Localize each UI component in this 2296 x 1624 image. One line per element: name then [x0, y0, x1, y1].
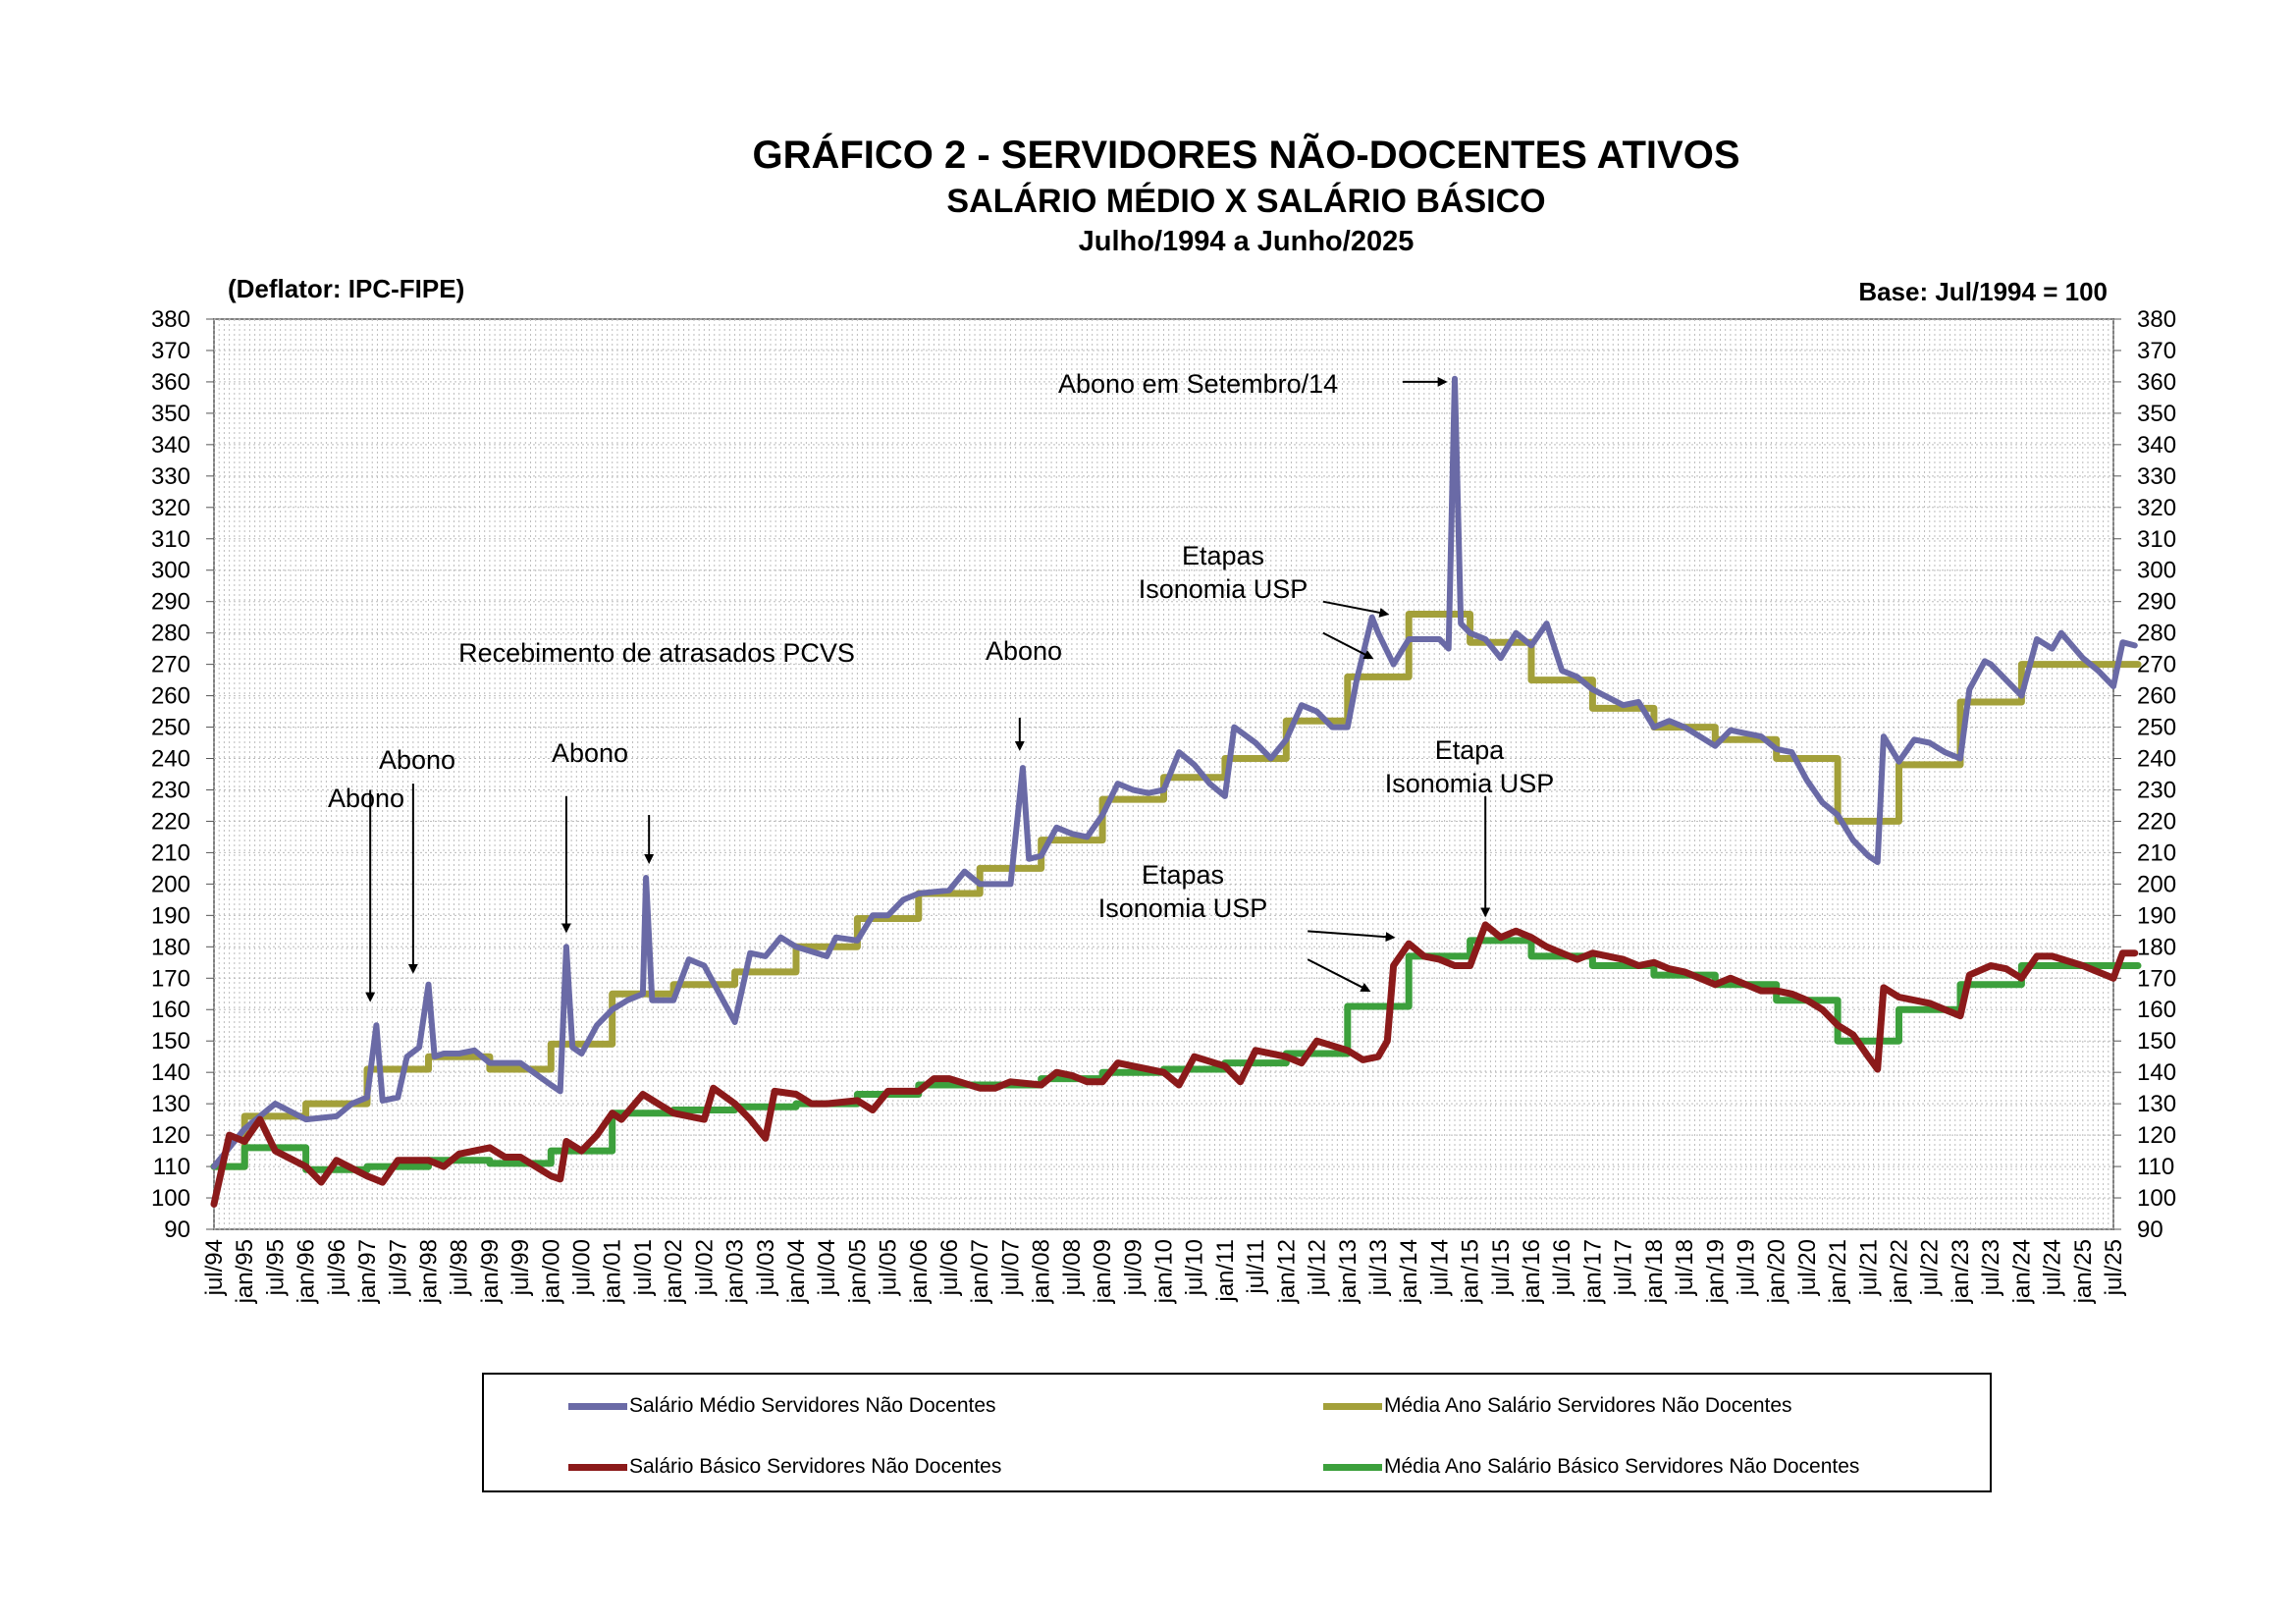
x-tick-label: jan/09	[1090, 1239, 1117, 1304]
annotation-label: Isonomia USP	[1097, 893, 1268, 923]
x-tick-label: jul/18	[1672, 1239, 1699, 1296]
y-tick-label-left: 130	[150, 1091, 190, 1118]
y-tick-label-left: 340	[150, 431, 190, 459]
x-tick-label: jan/04	[782, 1239, 810, 1304]
y-tick-label-left: 260	[150, 682, 190, 710]
y-tick-label-left: 290	[150, 588, 190, 616]
legend-swatch-media-ano-basico	[1323, 1464, 1382, 1471]
y-tick-label-right: 220	[2137, 808, 2177, 836]
x-tick-label: jan/07	[967, 1239, 994, 1304]
x-tick-label: jan/20	[1763, 1239, 1790, 1304]
legend-item-salario-basico	[568, 1455, 1001, 1479]
y-tick-label-left: 180	[150, 934, 190, 961]
legend-item-salario-medio	[568, 1394, 996, 1418]
y-tick-label-right: 250	[2137, 714, 2177, 741]
x-tick-label: jan/98	[415, 1239, 443, 1304]
x-tick-label: jul/16	[1549, 1239, 1576, 1296]
x-tick-label: jul/20	[1793, 1239, 1821, 1296]
x-tick-label: jul/03	[752, 1239, 779, 1296]
legend-swatch-media-ano-salario	[1323, 1403, 1382, 1410]
x-tick-label: jul/99	[507, 1239, 535, 1296]
x-tick-label: jul/09	[1120, 1239, 1148, 1296]
annotation-label: Abono	[985, 636, 1063, 666]
base-note: Base: Jul/1994 = 100	[1858, 277, 2108, 306]
y-tick-label-left: 320	[150, 494, 190, 521]
x-tick-label: jan/95	[232, 1239, 259, 1304]
x-tick-label: jan/11	[1211, 1239, 1239, 1302]
x-tick-label: jul/14	[1426, 1239, 1454, 1296]
y-tick-label-left: 250	[150, 714, 190, 741]
y-tick-label-right: 130	[2137, 1091, 2177, 1118]
x-tick-label: jul/25	[2101, 1239, 2127, 1296]
y-tick-label-right: 200	[2137, 871, 2177, 898]
y-tick-label-right: 260	[2137, 682, 2177, 710]
annotation-label: Abono	[378, 745, 456, 775]
x-tick-label: jul/04	[814, 1239, 841, 1296]
y-tick-label-left: 210	[150, 839, 190, 867]
y-tick-label-left: 360	[150, 368, 190, 396]
x-tick-label: jul/06	[936, 1239, 964, 1296]
y-tick-label-right: 340	[2137, 431, 2177, 459]
y-tick-label-left: 160	[150, 997, 190, 1024]
x-tick-label: jan/05	[844, 1239, 872, 1304]
y-tick-label-right: 230	[2137, 777, 2177, 804]
y-tick-label-left: 370	[150, 337, 190, 364]
x-tick-label: jul/15	[1487, 1239, 1515, 1296]
x-tick-label: jul/97	[385, 1239, 412, 1296]
y-tick-label-left: 100	[150, 1185, 190, 1213]
y-tick-label-left: 140	[150, 1059, 190, 1087]
y-tick-label-right: 150	[2137, 1028, 2177, 1056]
x-tick-label: jan/15	[1457, 1239, 1484, 1304]
x-tick-label: jan/06	[905, 1239, 933, 1304]
y-tick-label-right: 270	[2137, 651, 2177, 678]
y-tick-label-left: 280	[150, 620, 190, 647]
x-tick-label: jan/10	[1150, 1239, 1178, 1304]
y-tick-label-right: 170	[2137, 965, 2177, 993]
chart-subtitle: SALÁRIO MÉDIO X SALÁRIO BÁSICO	[946, 183, 1546, 220]
x-tick-label: jul/01	[629, 1239, 657, 1296]
x-tick-label: jul/17	[1610, 1239, 1637, 1296]
y-tick-label-right: 240	[2137, 745, 2177, 773]
y-tick-label-left: 120	[150, 1122, 190, 1150]
x-tick-label: jan/13	[1334, 1239, 1362, 1304]
y-tick-label-left: 200	[150, 871, 190, 898]
y-tick-label-left: 300	[150, 557, 190, 584]
y-tick-label-left: 230	[150, 777, 190, 804]
x-tick-label: jul/95	[262, 1239, 290, 1296]
y-tick-label-right: 210	[2137, 839, 2177, 867]
annotation-label: Etapas	[1181, 541, 1265, 570]
x-tick-label: jan/23	[1947, 1239, 1974, 1304]
legend	[482, 1373, 1992, 1492]
y-tick-label-right: 110	[2137, 1154, 2175, 1181]
y-tick-label-right: 120	[2137, 1122, 2177, 1150]
x-tick-label: jul/23	[1978, 1238, 2005, 1296]
y-tick-label-right: 370	[2137, 337, 2177, 364]
x-tick-label: jul/13	[1364, 1239, 1392, 1296]
x-tick-label: jan/96	[293, 1239, 320, 1304]
x-tick-label: jan/00	[538, 1239, 565, 1304]
x-tick-label: jan/97	[354, 1239, 382, 1304]
x-tick-label: jul/12	[1304, 1239, 1331, 1296]
y-tick-label-left: 110	[152, 1154, 190, 1181]
annotation-label: Abono	[551, 738, 629, 768]
x-tick-label: jul/96	[323, 1239, 350, 1296]
x-tick-label: jan/01	[599, 1239, 626, 1304]
x-tick-label: jul/24	[2039, 1239, 2066, 1296]
legend-label-salario-medio: Salário Médio Servidores Não Docentes	[629, 1394, 996, 1417]
y-tick-label-left: 220	[150, 808, 190, 836]
y-tick-label-left: 330	[150, 462, 190, 490]
x-tick-label: jan/25	[2069, 1239, 2097, 1304]
x-tick-label: jan/02	[661, 1239, 688, 1304]
annotation-label: Isonomia USP	[1384, 769, 1555, 798]
y-tick-label-left: 380	[150, 306, 190, 333]
x-tick-label: jul/07	[997, 1239, 1025, 1296]
annotation-label: Recebimento de atrasados PCVS	[458, 638, 855, 668]
y-tick-label-left: 170	[150, 965, 190, 993]
legend-label-salario-basico: Salário Básico Servidores Não Docentes	[629, 1455, 1002, 1478]
x-tick-label: jul/02	[691, 1239, 719, 1296]
x-tick-label: jul/05	[875, 1239, 902, 1296]
legend-item-media-ano-basico	[1323, 1455, 1859, 1479]
x-tick-label: jan/99	[476, 1239, 504, 1304]
x-tick-label: jan/16	[1519, 1239, 1546, 1304]
x-tick-label: jul/19	[1733, 1239, 1760, 1296]
annotation-label: Abono	[327, 784, 405, 813]
chart-title: GRÁFICO 2 - SERVIDORES NÃO-DOCENTES ATIVOS	[752, 134, 1740, 177]
y-tick-label-right: 330	[2137, 462, 2177, 490]
x-tick-label: jul/08	[1058, 1239, 1086, 1296]
y-tick-label-right: 310	[2137, 525, 2177, 553]
x-tick-label: jan/17	[1579, 1239, 1607, 1304]
legend-label-media-ano-salario: Média Ano Salário Servidores Não Docentes	[1384, 1394, 1792, 1417]
y-tick-label-left: 240	[150, 745, 190, 773]
y-tick-label-right: 190	[2137, 902, 2177, 930]
y-tick-label-right: 380	[2137, 306, 2177, 333]
x-tick-label: jan/24	[2008, 1239, 2036, 1304]
y-tick-label-right: 360	[2137, 368, 2177, 396]
x-tick-label: jan/12	[1273, 1239, 1301, 1304]
x-tick-label: jan/22	[1886, 1239, 1913, 1304]
legend-item-media-ano-salario	[1323, 1394, 1792, 1418]
deflator-note: (Deflator: IPC-FIPE)	[228, 274, 465, 303]
x-tick-label: jul/11	[1243, 1239, 1270, 1294]
y-tick-label-right: 350	[2137, 400, 2177, 427]
y-tick-label-left: 90	[164, 1217, 190, 1243]
annotation-label: Etapas	[1141, 860, 1225, 890]
y-tick-label-right: 140	[2137, 1059, 2177, 1087]
y-tick-label-right: 300	[2137, 557, 2177, 584]
annotation-label: Etapa	[1434, 735, 1505, 765]
annotation-label: Abono em Setembro/14	[1058, 369, 1339, 399]
y-tick-label-right: 280	[2137, 620, 2177, 647]
chart-period: Julho/1994 a Junho/2025	[1078, 226, 1415, 257]
x-tick-label: jul/00	[568, 1239, 596, 1296]
y-tick-label-right: 180	[2137, 934, 2177, 961]
x-tick-label: jan/18	[1640, 1239, 1668, 1304]
legend-label-media-ano-basico: Média Ano Salário Básico Servidores Não Docentes	[1384, 1455, 1860, 1478]
y-tick-label-left: 190	[150, 902, 190, 930]
y-tick-label-right: 100	[2137, 1185, 2177, 1213]
x-tick-label: jul/22	[1916, 1239, 1944, 1296]
x-tick-label: jul/98	[446, 1239, 473, 1296]
x-tick-label: jan/14	[1396, 1239, 1423, 1304]
annotation-label: Isonomia USP	[1138, 574, 1308, 604]
x-tick-label: jan/08	[1028, 1239, 1055, 1304]
x-tick-label: jul/94	[201, 1239, 228, 1296]
x-tick-label: jul/21	[1855, 1239, 1883, 1296]
legend-swatch-salario-medio	[568, 1403, 627, 1410]
y-tick-label-right: 160	[2137, 997, 2177, 1024]
y-tick-label-left: 270	[150, 651, 190, 678]
y-tick-label-left: 150	[150, 1028, 190, 1056]
x-tick-label: jul/10	[1181, 1239, 1208, 1296]
x-tick-label: jan/19	[1702, 1239, 1730, 1304]
y-tick-label-right: 320	[2137, 494, 2177, 521]
y-tick-label-right: 90	[2137, 1217, 2163, 1243]
x-tick-label: jan/03	[721, 1239, 749, 1304]
x-tick-label: jan/21	[1825, 1239, 1852, 1304]
legend-swatch-salario-basico	[568, 1464, 627, 1471]
y-tick-label-left: 350	[150, 400, 190, 427]
y-tick-label-left: 310	[150, 525, 190, 553]
y-tick-label-right: 290	[2137, 588, 2177, 616]
